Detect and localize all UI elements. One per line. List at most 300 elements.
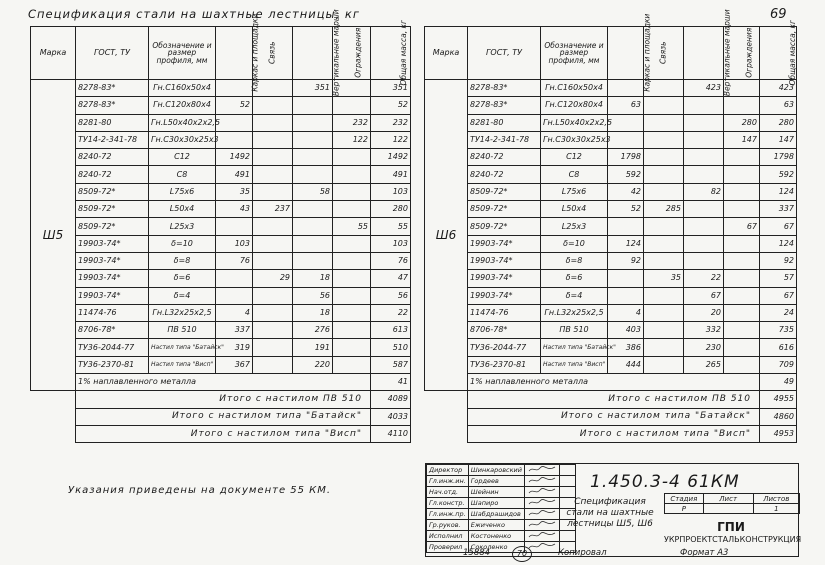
cell-vert: 230 bbox=[684, 339, 724, 356]
signature-mark bbox=[525, 531, 560, 542]
table-row bbox=[31, 287, 411, 304]
cell-sviaz bbox=[253, 183, 293, 200]
cell-gost: 8278-83* bbox=[76, 97, 149, 114]
table-row bbox=[425, 166, 797, 183]
cell-karkas bbox=[608, 131, 644, 148]
cell-profile: δ=6 bbox=[149, 270, 216, 287]
instructions-note: Указания приведены на документе 55 КМ. bbox=[68, 485, 332, 496]
weld-total: 49 bbox=[760, 374, 797, 391]
cell-karkas: 42 bbox=[608, 183, 644, 200]
table-row bbox=[31, 166, 411, 183]
stage-label: Стадия bbox=[665, 494, 704, 504]
signature-scribble bbox=[527, 476, 557, 484]
signature-row bbox=[427, 476, 576, 487]
signature-mark bbox=[525, 476, 560, 487]
cell-ogr bbox=[724, 183, 760, 200]
cell-karkas: 4 bbox=[216, 304, 253, 321]
cell-profile: С8 bbox=[541, 166, 608, 183]
cell-gost: 19903-74* bbox=[76, 252, 149, 269]
sum-row bbox=[31, 408, 411, 425]
cell-profile: δ=10 bbox=[541, 235, 608, 252]
sum-spacer bbox=[31, 408, 76, 425]
cell-sviaz bbox=[253, 356, 293, 373]
cell-profile: С8 bbox=[149, 166, 216, 183]
weld-row bbox=[31, 374, 411, 391]
cell-gost: ТУ36-2370-81 bbox=[76, 356, 149, 373]
cell-total: 1798 bbox=[760, 149, 797, 166]
cell-karkas: 35 bbox=[216, 183, 253, 200]
sum-spacer bbox=[31, 391, 76, 408]
cell-ogr bbox=[333, 252, 371, 269]
cell-ogr bbox=[333, 339, 371, 356]
cell-ogr bbox=[724, 252, 760, 269]
cell-profile: Гн.С120х80х4 bbox=[541, 97, 608, 114]
signature-name: Шапиро bbox=[468, 498, 524, 509]
cell-sviaz bbox=[253, 287, 293, 304]
cell-vert: 82 bbox=[684, 183, 724, 200]
cell-total: 735 bbox=[760, 322, 797, 339]
cell-total: 55 bbox=[371, 218, 411, 235]
cell-ogr bbox=[724, 201, 760, 218]
cell-profile: δ=10 bbox=[149, 235, 216, 252]
cell-sviaz bbox=[253, 114, 293, 131]
table-row bbox=[425, 356, 797, 373]
table-row bbox=[425, 339, 797, 356]
cell-profile: δ=6 bbox=[541, 270, 608, 287]
cell-gost: 19903-74* bbox=[468, 252, 541, 269]
cell-vert: 276 bbox=[293, 322, 333, 339]
signature-role: Гл.констр. bbox=[427, 498, 469, 509]
sum-row bbox=[425, 425, 797, 442]
signature-row bbox=[427, 465, 576, 476]
cell-sviaz bbox=[644, 304, 684, 321]
cell-sviaz: 29 bbox=[253, 270, 293, 287]
col-header-sviaz: Связь bbox=[253, 27, 293, 80]
page-circle-number: 70 bbox=[512, 546, 532, 562]
cell-sviaz bbox=[644, 287, 684, 304]
signature-scribble bbox=[527, 531, 557, 539]
cell-karkas bbox=[608, 287, 644, 304]
table-row bbox=[31, 322, 411, 339]
cell-karkas: 52 bbox=[216, 97, 253, 114]
col-header-gost: ГОСТ, ТУ bbox=[76, 27, 149, 80]
cell-total: 510 bbox=[371, 339, 411, 356]
sheets-label: Листов bbox=[753, 494, 799, 504]
table-row bbox=[425, 114, 797, 131]
cell-vert: 67 bbox=[684, 287, 724, 304]
cell-karkas bbox=[216, 287, 253, 304]
table-row bbox=[31, 131, 411, 148]
table-row bbox=[425, 97, 797, 114]
signature-row bbox=[427, 487, 576, 498]
mark-cell: Ш6 bbox=[425, 80, 468, 391]
document-code: 1.450.3-4 61КМ bbox=[590, 472, 740, 492]
cell-total: 337 bbox=[760, 201, 797, 218]
cell-gost: 8706-78* bbox=[76, 322, 149, 339]
cell-ogr bbox=[724, 270, 760, 287]
cell-ogr bbox=[333, 304, 371, 321]
signature-row bbox=[427, 531, 576, 542]
cell-ogr bbox=[724, 339, 760, 356]
cell-gost: ТУ36-2044-77 bbox=[76, 339, 149, 356]
signature-role: Директор bbox=[427, 465, 469, 476]
signature-mark bbox=[525, 498, 560, 509]
signature-role: Гл.инж.пр. bbox=[427, 509, 469, 520]
cell-sviaz bbox=[644, 166, 684, 183]
table-row bbox=[31, 80, 411, 97]
table-row bbox=[31, 218, 411, 235]
cell-profile: С12 bbox=[149, 149, 216, 166]
cell-karkas bbox=[216, 114, 253, 131]
signature-name: Шинкаровский bbox=[468, 465, 524, 476]
cell-vert: 332 bbox=[684, 322, 724, 339]
table-row bbox=[425, 304, 797, 321]
cell-sviaz bbox=[644, 183, 684, 200]
cell-sviaz bbox=[253, 252, 293, 269]
cell-profile: L50х4 bbox=[541, 201, 608, 218]
cell-karkas: 491 bbox=[216, 166, 253, 183]
col-header-vert: Вертикальные марши bbox=[684, 27, 724, 80]
cell-karkas: 1798 bbox=[608, 149, 644, 166]
cell-profile: δ=8 bbox=[541, 252, 608, 269]
cell-karkas: 444 bbox=[608, 356, 644, 373]
cell-ogr bbox=[724, 97, 760, 114]
cell-karkas: 1492 bbox=[216, 149, 253, 166]
cell-sviaz bbox=[253, 131, 293, 148]
cell-sviaz bbox=[253, 97, 293, 114]
table-row bbox=[425, 270, 797, 287]
table-row bbox=[425, 287, 797, 304]
signature-row bbox=[427, 520, 576, 531]
signature-scribble bbox=[527, 487, 557, 495]
sum-value: 4955 bbox=[760, 391, 797, 408]
cell-vert: 20 bbox=[684, 304, 724, 321]
sum-label: Итого с настилом ПВ 510 bbox=[76, 391, 371, 408]
cell-gost: 8706-78* bbox=[468, 322, 541, 339]
signature-mark bbox=[525, 465, 560, 476]
signature-row bbox=[427, 498, 576, 509]
cell-total: 103 bbox=[371, 183, 411, 200]
cell-total: 232 bbox=[371, 114, 411, 131]
signature-role: Нач.отд. bbox=[427, 487, 469, 498]
table-row bbox=[31, 252, 411, 269]
cell-sviaz bbox=[253, 339, 293, 356]
cell-vert: 18 bbox=[293, 304, 333, 321]
cell-vert bbox=[684, 114, 724, 131]
cell-gost: 19903-74* bbox=[76, 287, 149, 304]
table-row bbox=[425, 322, 797, 339]
table-row bbox=[31, 183, 411, 200]
col-header-ogr: Ограждения bbox=[724, 27, 760, 80]
cell-total: 124 bbox=[760, 235, 797, 252]
col-header-sviaz: Связь bbox=[644, 27, 684, 80]
cell-gost: 8281-80 bbox=[468, 114, 541, 131]
cell-karkas bbox=[608, 114, 644, 131]
cell-gost: 8278-83* bbox=[76, 80, 149, 97]
cell-ogr bbox=[333, 149, 371, 166]
stage-value: Р bbox=[665, 504, 704, 514]
cell-vert bbox=[684, 149, 724, 166]
cell-total: 280 bbox=[371, 201, 411, 218]
cell-sviaz bbox=[644, 235, 684, 252]
cell-gost: 19903-74* bbox=[468, 235, 541, 252]
table-row bbox=[31, 201, 411, 218]
col-header-gost: ГОСТ, ТУ bbox=[468, 27, 541, 80]
cell-gost: 8240-72 bbox=[76, 149, 149, 166]
cell-profile: δ=8 bbox=[149, 252, 216, 269]
cell-vert: 423 bbox=[684, 80, 724, 97]
cell-total: 592 bbox=[760, 166, 797, 183]
cell-vert bbox=[684, 218, 724, 235]
cell-profile: L25х3 bbox=[149, 218, 216, 235]
cell-karkas: 76 bbox=[216, 252, 253, 269]
cell-vert bbox=[684, 235, 724, 252]
cell-profile: L75х6 bbox=[149, 183, 216, 200]
cell-gost: 8278-83* bbox=[468, 80, 541, 97]
weld-label: 1% наплавленного металла bbox=[468, 374, 760, 391]
table-row bbox=[31, 339, 411, 356]
cell-vert bbox=[293, 149, 333, 166]
cell-total: 351 bbox=[371, 80, 411, 97]
cell-ogr bbox=[333, 201, 371, 218]
cell-ogr bbox=[724, 235, 760, 252]
cell-karkas: 403 bbox=[608, 322, 644, 339]
signature-scribble bbox=[527, 509, 557, 517]
signature-name: Шейнин bbox=[468, 487, 524, 498]
cell-karkas bbox=[608, 218, 644, 235]
cell-sviaz bbox=[253, 235, 293, 252]
cell-ogr bbox=[333, 235, 371, 252]
cell-gost: 19903-74* bbox=[76, 235, 149, 252]
cell-vert bbox=[293, 201, 333, 218]
cell-gost: 8240-72 bbox=[76, 166, 149, 183]
cell-total: 56 bbox=[371, 287, 411, 304]
signature-date bbox=[560, 531, 576, 542]
signature-role: Гл.инж.ин. bbox=[427, 476, 469, 487]
cell-gost: 8281-80 bbox=[76, 114, 149, 131]
cell-vert bbox=[293, 114, 333, 131]
cell-sviaz bbox=[253, 322, 293, 339]
cell-profile: δ=4 bbox=[149, 287, 216, 304]
cell-vert bbox=[293, 131, 333, 148]
cell-vert: 220 bbox=[293, 356, 333, 373]
signature-name: Шабдрашидов bbox=[468, 509, 524, 520]
cell-sviaz: 285 bbox=[644, 201, 684, 218]
cell-gost: ТУ36-2044-77 bbox=[468, 339, 541, 356]
cell-profile: L25х3 bbox=[541, 218, 608, 235]
sum-row bbox=[31, 425, 411, 442]
cell-vert bbox=[293, 218, 333, 235]
table-row bbox=[31, 270, 411, 287]
cell-total: 124 bbox=[760, 183, 797, 200]
sum-value: 4089 bbox=[371, 391, 411, 408]
table-row bbox=[425, 131, 797, 148]
cell-karkas: 319 bbox=[216, 339, 253, 356]
cell-karkas bbox=[608, 270, 644, 287]
cell-ogr bbox=[724, 287, 760, 304]
cell-gost: 19903-74* bbox=[468, 270, 541, 287]
cell-ogr bbox=[724, 356, 760, 373]
signature-row bbox=[427, 542, 576, 553]
cell-vert bbox=[684, 252, 724, 269]
organization-name: УКРПРОЕКТСТАЛЬКОНСТРУКЦИЯ bbox=[664, 535, 802, 544]
col-header-vert: Вертикальные марши bbox=[293, 27, 333, 80]
cell-vert bbox=[684, 201, 724, 218]
cell-ogr bbox=[724, 304, 760, 321]
cell-profile: δ=4 bbox=[541, 287, 608, 304]
cell-ogr bbox=[333, 183, 371, 200]
sum-label: Итого с настилом типа "Батайск" bbox=[468, 408, 760, 425]
mark-cell: Ш5 bbox=[31, 80, 76, 391]
cell-total: 52 bbox=[371, 97, 411, 114]
signature-scribble bbox=[527, 465, 557, 473]
cell-karkas bbox=[216, 218, 253, 235]
weld-label: 1% наплавленного металла bbox=[76, 374, 371, 391]
cell-ogr: 147 bbox=[724, 131, 760, 148]
cell-ogr bbox=[724, 149, 760, 166]
cell-profile: Гн.С160х50х4 bbox=[541, 80, 608, 97]
cell-profile: Настил типа "Висп" bbox=[149, 356, 216, 373]
cell-gost: 11474-76 bbox=[468, 304, 541, 321]
cell-ogr bbox=[724, 322, 760, 339]
col-header-total: Общая масса, кг bbox=[760, 27, 797, 80]
cell-karkas: 367 bbox=[216, 356, 253, 373]
cell-gost: 8509-72* bbox=[468, 218, 541, 235]
table-row bbox=[425, 201, 797, 218]
cell-gost: ТУ14-2-341-78 bbox=[468, 131, 541, 148]
cell-karkas: 386 bbox=[608, 339, 644, 356]
cell-vert: 56 bbox=[293, 287, 333, 304]
cell-gost: 8240-72 bbox=[468, 149, 541, 166]
cell-total: 587 bbox=[371, 356, 411, 373]
cell-total: 67 bbox=[760, 287, 797, 304]
signature-role: Гр.руков. bbox=[427, 520, 469, 531]
cell-sviaz bbox=[253, 149, 293, 166]
cell-total: 613 bbox=[371, 322, 411, 339]
cell-gost: 8509-72* bbox=[76, 201, 149, 218]
cell-profile: Гн.С120х80х4 bbox=[149, 97, 216, 114]
cell-gost: 8509-72* bbox=[76, 183, 149, 200]
cell-vert: 191 bbox=[293, 339, 333, 356]
signature-scribble bbox=[527, 498, 557, 506]
cell-ogr: 280 bbox=[724, 114, 760, 131]
cell-ogr: 55 bbox=[333, 218, 371, 235]
signature-name: Гордеев bbox=[468, 476, 524, 487]
page-title: Спецификация стали на шахтные лестницы, кг bbox=[28, 7, 360, 21]
sum-spacer bbox=[425, 408, 468, 425]
table-row bbox=[31, 97, 411, 114]
cell-total: 616 bbox=[760, 339, 797, 356]
col-header-profile: Обозначение и размер профиля, мм bbox=[541, 27, 608, 80]
signature-mark bbox=[525, 487, 560, 498]
table-row bbox=[425, 80, 797, 97]
cell-total: 423 bbox=[760, 80, 797, 97]
cell-total: 280 bbox=[760, 114, 797, 131]
sum-spacer bbox=[425, 425, 468, 442]
cell-total: 1492 bbox=[371, 149, 411, 166]
copied-by-label: Копировал bbox=[558, 548, 607, 558]
signature-table bbox=[426, 464, 576, 553]
cell-ogr bbox=[333, 322, 371, 339]
cell-profile: Гн.С30х30х25х3 bbox=[149, 131, 216, 148]
cell-profile: Гн.С160х50х4 bbox=[149, 80, 216, 97]
cell-vert bbox=[684, 166, 724, 183]
cell-vert bbox=[684, 131, 724, 148]
cell-karkas: 63 bbox=[608, 97, 644, 114]
cell-karkas: 592 bbox=[608, 166, 644, 183]
sum-spacer bbox=[31, 425, 76, 442]
cell-karkas: 52 bbox=[608, 201, 644, 218]
sheets-value: 1 bbox=[753, 504, 799, 514]
cell-vert: 58 bbox=[293, 183, 333, 200]
sum-value: 4860 bbox=[760, 408, 797, 425]
cell-sviaz bbox=[644, 356, 684, 373]
cell-gost: 19903-74* bbox=[468, 287, 541, 304]
cell-total: 22 bbox=[371, 304, 411, 321]
cell-total: 47 bbox=[371, 270, 411, 287]
col-header-mark: Марка bbox=[31, 27, 76, 80]
table-row bbox=[425, 218, 797, 235]
cell-vert bbox=[293, 235, 333, 252]
signature-mark bbox=[525, 509, 560, 520]
signature-date bbox=[560, 476, 576, 487]
cell-profile: ПВ 510 bbox=[149, 322, 216, 339]
sum-value: 4033 bbox=[371, 408, 411, 425]
cell-karkas bbox=[216, 270, 253, 287]
cell-sviaz: 35 bbox=[644, 270, 684, 287]
cell-profile: Гн.L50х40х2х2,5 bbox=[149, 114, 216, 131]
signature-row bbox=[427, 509, 576, 520]
col-header-total: Общая масса, кг bbox=[371, 27, 411, 80]
cell-ogr: 122 bbox=[333, 131, 371, 148]
cell-sviaz bbox=[644, 131, 684, 148]
cell-ogr bbox=[333, 287, 371, 304]
cell-karkas: 124 bbox=[608, 235, 644, 252]
weld-row bbox=[425, 374, 797, 391]
signature-name: Ежиченко bbox=[468, 520, 524, 531]
sheet-value bbox=[703, 504, 753, 514]
signature-date bbox=[560, 487, 576, 498]
cell-ogr bbox=[333, 356, 371, 373]
inventory-number: 15884 bbox=[463, 548, 491, 558]
signature-name: Соколенко bbox=[468, 542, 524, 553]
cell-sviaz bbox=[644, 252, 684, 269]
cell-sviaz bbox=[253, 304, 293, 321]
col-header-mark: Марка bbox=[425, 27, 468, 80]
cell-total: 122 bbox=[371, 131, 411, 148]
cell-profile: Гн.L32х25х2,5 bbox=[149, 304, 216, 321]
cell-total: 709 bbox=[760, 356, 797, 373]
cell-gost: ТУ36-2370-81 bbox=[468, 356, 541, 373]
cell-ogr: 232 bbox=[333, 114, 371, 131]
cell-karkas: 337 bbox=[216, 322, 253, 339]
sum-row bbox=[425, 408, 797, 425]
signature-mark bbox=[525, 520, 560, 531]
signature-scribble bbox=[527, 542, 557, 550]
cell-karkas: 4 bbox=[608, 304, 644, 321]
col-header-profile: Обозначение и размер профиля, мм bbox=[149, 27, 216, 80]
table-row bbox=[425, 252, 797, 269]
cell-gost: 8509-72* bbox=[76, 218, 149, 235]
cell-gost: 8509-72* bbox=[468, 201, 541, 218]
table-row bbox=[31, 235, 411, 252]
sum-label: Итого с настилом ПВ 510 bbox=[468, 391, 760, 408]
signature-role: Исполнил bbox=[427, 531, 469, 542]
cell-sviaz bbox=[644, 339, 684, 356]
cell-karkas bbox=[608, 80, 644, 97]
cell-profile: С12 bbox=[541, 149, 608, 166]
cell-sviaz bbox=[644, 114, 684, 131]
